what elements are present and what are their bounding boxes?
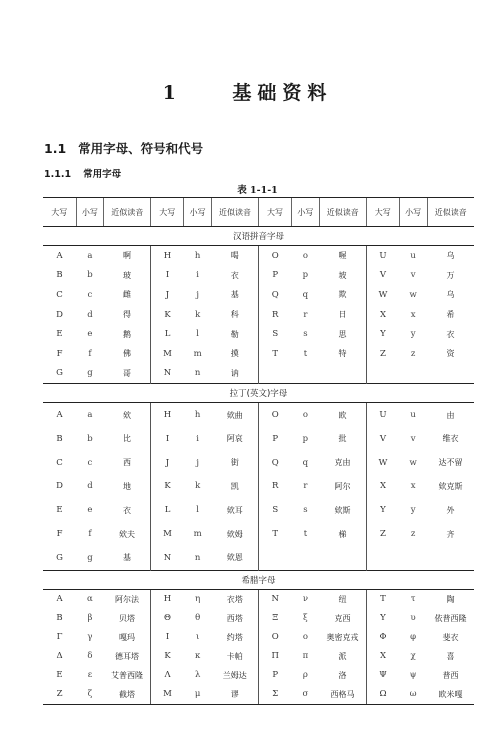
uppercase-cell: D (56, 309, 63, 320)
group-header-row (43, 227, 474, 246)
pronunciation-cell: 普西 (442, 670, 459, 680)
subsection-heading (44, 166, 121, 180)
lowercase-cell: ρ (302, 670, 308, 681)
lowercase-cell: χ (410, 651, 416, 662)
lowercase-cell: n (194, 368, 201, 379)
uppercase-cell: H (163, 250, 172, 261)
uppercase-cell: T (380, 594, 386, 605)
pronunciation-cell: 哥 (104, 364, 151, 384)
lowercase-cell: u (410, 410, 416, 421)
uppercase-cell: M (163, 348, 172, 359)
uppercase-cell: Δ (56, 651, 63, 662)
column-header: 近似读音 (212, 198, 259, 227)
pronunciation-cell: 思 (319, 324, 366, 344)
uppercase-cell: U (379, 250, 387, 261)
table-row (43, 451, 474, 475)
column-header: 近似读音 (104, 198, 151, 227)
lowercase-cell: f (88, 348, 92, 359)
pronunciation-cell: 梯 (319, 522, 366, 546)
lowercase-cell: q (302, 289, 309, 300)
uppercase-cell: I (165, 270, 170, 281)
uppercase-cell: R (272, 309, 279, 320)
uppercase-cell: Ω (366, 685, 399, 705)
pronunciation-cell: 特 (319, 344, 366, 364)
uppercase-cell: E (56, 505, 63, 516)
lowercase-cell: r (303, 481, 308, 492)
column-header: 大写 (151, 198, 184, 227)
lowercase-cell: b (87, 433, 93, 444)
uppercase-cell: O (271, 250, 279, 261)
pronunciation-cell: 克西 (319, 609, 366, 628)
uppercase-cell: B (56, 613, 63, 624)
pronunciation-cell: 万 (446, 270, 455, 280)
chapter-number: 1 (162, 82, 182, 104)
lowercase-cell: a (87, 250, 93, 261)
lowercase-cell: l (196, 505, 200, 516)
uppercase-cell: T (272, 348, 279, 359)
lowercase-cell: ξ (303, 613, 308, 624)
uppercase-cell: G (56, 368, 63, 379)
column-header: 小写 (76, 198, 104, 227)
pronunciation-cell: 德耳塔 (104, 647, 151, 666)
uppercase-cell: R (272, 481, 279, 492)
chapter-name: 基础资料 (232, 82, 333, 104)
uppercase-cell: O (271, 410, 279, 421)
pronunciation-cell: 欸夫 (104, 522, 151, 546)
lowercase-cell: b (87, 270, 93, 281)
pronunciation-cell: 街 (212, 451, 259, 475)
pronunciation-cell: 兰姆达 (212, 666, 259, 685)
lowercase-cell: o (302, 250, 308, 261)
pronunciation-cell: 克由 (319, 451, 366, 475)
lowercase-cell: ν (302, 594, 308, 605)
uppercase-cell: Z (43, 685, 76, 705)
pronunciation-cell: 喜 (446, 651, 455, 661)
pronunciation-cell: 比 (104, 427, 151, 451)
pronunciation-cell: 西格马 (319, 685, 366, 705)
uppercase-cell: T (272, 529, 279, 540)
table-row (43, 522, 474, 546)
lowercase-cell: z (410, 529, 416, 540)
table-row (43, 475, 474, 499)
pronunciation-cell: 贝塔 (104, 609, 151, 628)
column-header: 大写 (258, 198, 291, 227)
pronunciation-cell: 欸恩 (212, 546, 259, 570)
uppercase-cell: Y (380, 505, 386, 516)
pronunciation-cell: 希 (446, 310, 455, 320)
lowercase-cell: v (410, 433, 416, 444)
lowercase-cell: β (87, 613, 93, 624)
uppercase-cell: S (272, 329, 279, 340)
lowercase-cell: z (410, 348, 416, 359)
lowercase-cell: θ (195, 613, 201, 624)
lowercase-cell: s (303, 329, 308, 340)
section-name: 常用字母、符号和代号 (78, 141, 204, 156)
lowercase-cell: v (410, 270, 416, 281)
uppercase-cell: Z (380, 348, 386, 359)
uppercase-cell: N (163, 368, 172, 379)
lowercase-cell: g (87, 368, 93, 379)
uppercase-cell: Σ (258, 685, 291, 705)
pronunciation-cell: 基 (212, 285, 259, 305)
pronunciation-cell: 鹅 (104, 324, 151, 344)
subsection-name: 常用字母 (83, 169, 122, 180)
uppercase-cell: Ψ (379, 670, 387, 681)
pronunciation-cell: 批 (319, 427, 366, 451)
lowercase-cell: κ (195, 651, 201, 662)
lowercase-cell: ο (302, 632, 308, 643)
table-row (43, 498, 474, 522)
pronunciation-cell: 地 (104, 475, 151, 499)
pronunciation-cell: 阿哀 (212, 427, 259, 451)
uppercase-cell (258, 546, 291, 570)
uppercase-cell: W (378, 457, 388, 468)
column-header: 大写 (366, 198, 399, 227)
pronunciation-cell: 西塔 (212, 609, 259, 628)
lowercase-cell (399, 364, 427, 384)
lowercase-cell: j (196, 457, 199, 468)
uppercase-cell: P (272, 270, 279, 281)
uppercase-cell: Θ (164, 613, 171, 624)
column-header: 小写 (184, 198, 212, 227)
pronunciation-cell: 欧 (319, 403, 366, 427)
pronunciation-cell: 玻 (104, 266, 151, 286)
uppercase-cell: N (271, 594, 279, 605)
lowercase-cell: r (303, 309, 308, 320)
pronunciation-cell: 陶 (446, 594, 455, 604)
table-row (43, 246, 474, 266)
pronunciation-cell: 佛 (104, 344, 151, 364)
table-row (43, 609, 474, 628)
pronunciation-cell: 欧米嘎 (427, 685, 474, 705)
uppercase-cell (258, 364, 291, 384)
uppercase-cell: Q (271, 289, 279, 300)
pronunciation-cell: 乌 (446, 290, 455, 300)
pronunciation-cell: 斐衣 (442, 632, 459, 642)
column-header: 近似读音 (427, 198, 474, 227)
lowercase-cell: y (410, 329, 416, 340)
lowercase-cell: c (87, 457, 93, 468)
table-row (43, 305, 474, 325)
lowercase-cell: a (87, 410, 93, 421)
lowercase-cell: y (410, 505, 416, 516)
uppercase-cell: Q (271, 457, 279, 468)
uppercase-cell: J (165, 457, 170, 468)
uppercase-cell: S (272, 505, 279, 516)
lowercase-cell: ζ (76, 685, 104, 705)
group-header-row (43, 570, 474, 589)
uppercase-cell: X (379, 309, 387, 320)
uppercase-cell: F (56, 529, 63, 540)
pronunciation-cell (319, 546, 366, 570)
table-row (43, 285, 474, 305)
section-number: 1.1 (44, 141, 67, 156)
pronunciation-cell: 乌 (446, 251, 455, 261)
pronunciation-cell: 依普西隆 (434, 613, 467, 623)
pronunciation-cell: 欸耳 (212, 498, 259, 522)
uppercase-cell: H (163, 410, 172, 421)
table-row (43, 589, 474, 609)
uppercase-cell: V (379, 270, 387, 281)
lowercase-cell: h (194, 410, 201, 421)
lowercase-cell: λ (194, 670, 201, 681)
pronunciation-cell (319, 364, 366, 384)
table-row (43, 647, 474, 666)
lowercase-cell: j (196, 289, 199, 300)
uppercase-cell: Ξ (272, 613, 279, 624)
uppercase-cell: K (164, 651, 171, 662)
pronunciation-cell: 达不留 (438, 458, 463, 468)
uppercase-cell: P (272, 433, 279, 444)
lowercase-cell: ω (399, 685, 427, 705)
table-header-row (43, 198, 474, 227)
table-caption: 表 1-1-1 (237, 185, 278, 196)
table-row (43, 324, 474, 344)
uppercase-cell: W (378, 289, 388, 300)
uppercase-cell: P (272, 670, 279, 681)
uppercase-cell: U (379, 410, 387, 421)
lowercase-cell: u (410, 250, 416, 261)
lowercase-cell: m (193, 348, 202, 359)
pronunciation-cell: 阿尔法 (104, 589, 151, 609)
pronunciation-cell: 阿尔 (319, 475, 366, 499)
lowercase-cell: σ (292, 685, 320, 705)
uppercase-cell: C (56, 457, 63, 468)
lowercase-cell: n (194, 552, 201, 563)
lowercase-cell: ε (87, 670, 93, 681)
table-row (43, 344, 474, 364)
lowercase-cell: g (87, 552, 93, 563)
uppercase-cell: Z (380, 529, 386, 540)
lowercase-cell: p (302, 433, 309, 444)
pronunciation-cell: 奥密克戎 (319, 628, 366, 647)
pronunciation-cell: 纽 (319, 589, 366, 609)
uppercase-cell: Φ (379, 632, 387, 643)
pronunciation-cell: 喔 (319, 246, 366, 266)
pronunciation-cell (427, 364, 474, 384)
uppercase-cell: H (163, 594, 172, 605)
uppercase-cell: G (56, 552, 63, 563)
pronunciation-cell: 勒 (212, 324, 259, 344)
table-row (43, 403, 474, 427)
lowercase-cell: α (87, 594, 93, 605)
lowercase-cell: s (303, 505, 308, 516)
uppercase-cell: X (379, 481, 387, 492)
pronunciation-cell: 衣 (104, 498, 151, 522)
pronunciation-cell: 得 (104, 305, 151, 325)
pronunciation-cell: 基 (104, 546, 151, 570)
lowercase-cell: w (409, 289, 417, 300)
uppercase-cell (366, 546, 399, 570)
lowercase-cell: i (196, 270, 200, 281)
uppercase-cell: D (56, 481, 63, 492)
uppercase-cell: M (163, 529, 172, 540)
table-row (43, 685, 474, 705)
lowercase-cell: e (87, 505, 93, 516)
lowercase-cell: μ (184, 685, 212, 705)
lowercase-cell: q (302, 457, 309, 468)
lowercase-cell (292, 546, 320, 570)
column-header: 小写 (399, 198, 427, 227)
pronunciation-cell: 衣 (446, 329, 455, 339)
pronunciation-cell: 西 (104, 451, 151, 475)
pronunciation-cell: 艾普西隆 (104, 666, 151, 685)
lowercase-cell: π (302, 651, 309, 662)
uppercase-cell: E (56, 329, 63, 340)
lowercase-cell: d (87, 481, 93, 492)
uppercase-cell: Υ (380, 613, 386, 624)
column-header: 小写 (292, 198, 320, 227)
uppercase-cell: F (56, 348, 63, 359)
lowercase-cell: φ (410, 632, 417, 643)
pronunciation-cell: 坡 (319, 266, 366, 286)
lowercase-cell: k (195, 481, 201, 492)
lowercase-cell: l (196, 329, 200, 340)
pronunciation-cell: 外 (446, 505, 455, 515)
lowercase-cell: x (410, 481, 416, 492)
uppercase-cell (366, 364, 399, 384)
pronunciation-cell: 洛 (319, 666, 366, 685)
lowercase-cell: i (196, 433, 200, 444)
table-row (43, 628, 474, 647)
uppercase-cell: A (56, 594, 63, 605)
pronunciation-cell: 讷 (212, 364, 259, 384)
uppercase-cell: X (379, 651, 387, 662)
pronunciation-cell: 衣塔 (212, 589, 259, 609)
pronunciation-cell: 资 (446, 349, 455, 359)
uppercase-cell: Γ (56, 632, 63, 643)
lowercase-cell: γ (87, 632, 93, 643)
pronunciation-cell: 摸 (212, 344, 259, 364)
lowercase-cell: η (195, 594, 201, 605)
uppercase-cell: N (163, 552, 172, 563)
table-row (43, 546, 474, 570)
group-title: 拉丁(英文)字母 (43, 384, 474, 403)
alphabet-table (43, 197, 474, 705)
pronunciation-cell: 欸姆 (212, 522, 259, 546)
lowercase-cell (292, 364, 320, 384)
pronunciation-cell: 卡帕 (212, 647, 259, 666)
pronunciation-cell: 由 (446, 410, 455, 420)
uppercase-cell: Λ (164, 670, 171, 681)
group-title: 希腊字母 (43, 570, 474, 589)
lowercase-cell: c (87, 289, 93, 300)
lowercase-cell: h (194, 250, 201, 261)
pronunciation-cell: 派 (319, 647, 366, 666)
uppercase-cell: L (164, 505, 171, 516)
pronunciation-cell: 嘎玛 (104, 628, 151, 647)
lowercase-cell: τ (410, 594, 416, 605)
lowercase-cell: w (409, 457, 417, 468)
pronunciation-cell: 欸 (104, 403, 151, 427)
lowercase-cell: ψ (409, 670, 417, 681)
uppercase-cell: C (56, 289, 63, 300)
pronunciation-cell: 日 (319, 305, 366, 325)
lowercase-cell: t (303, 348, 308, 359)
lowercase-cell: t (303, 529, 308, 540)
uppercase-cell: V (379, 433, 387, 444)
lowercase-cell: m (193, 529, 202, 540)
table-body (43, 227, 474, 705)
uppercase-cell: Y (380, 329, 386, 340)
uppercase-cell: A (56, 410, 63, 421)
pronunciation-cell: 欸曲 (212, 403, 259, 427)
uppercase-cell: J (165, 289, 170, 300)
pronunciation-cell: 维衣 (442, 434, 459, 444)
lowercase-cell: ι (195, 632, 200, 643)
pronunciation-cell: 雌 (104, 285, 151, 305)
lowercase-cell: x (410, 309, 416, 320)
pronunciation-cell: 约塔 (212, 628, 259, 647)
lowercase-cell: d (87, 309, 93, 320)
uppercase-cell: K (164, 481, 171, 492)
table-row (43, 266, 474, 286)
uppercase-cell: I (165, 433, 170, 444)
lowercase-cell: o (302, 410, 308, 421)
pronunciation-cell: 科 (212, 305, 259, 325)
group-header-row (43, 384, 474, 403)
uppercase-cell: Π (271, 651, 279, 662)
pronunciation-cell: 欸斯 (319, 498, 366, 522)
subsection-number: 1.1.1 (44, 169, 72, 180)
pronunciation-cell: 欸克斯 (438, 481, 463, 491)
chapter-title (0, 78, 495, 105)
lowercase-cell: p (302, 270, 309, 281)
group-title: 汉语拼音字母 (43, 227, 474, 246)
section-heading (44, 139, 203, 157)
table-row (43, 364, 474, 384)
uppercase-cell: O (271, 632, 279, 643)
lowercase-cell (399, 546, 427, 570)
pronunciation-cell: 欺 (319, 285, 366, 305)
uppercase-cell: B (56, 433, 63, 444)
uppercase-cell: L (164, 329, 171, 340)
pronunciation-cell: 谬 (212, 685, 259, 705)
pronunciation-cell: 啊 (104, 246, 151, 266)
uppercase-cell: B (56, 270, 63, 281)
pronunciation-cell: 衣 (212, 266, 259, 286)
pronunciation-cell: 喝 (212, 246, 259, 266)
lowercase-cell: δ (87, 651, 93, 662)
pronunciation-cell: 凯 (212, 475, 259, 499)
table-row (43, 427, 474, 451)
pronunciation-cell: 齐 (446, 529, 455, 539)
uppercase-cell: I (165, 632, 170, 643)
uppercase-cell: M (151, 685, 184, 705)
table-row (43, 666, 474, 685)
pronunciation-cell (427, 546, 474, 570)
uppercase-cell: E (56, 670, 63, 681)
pronunciation-cell: 截塔 (104, 685, 151, 705)
uppercase-cell: K (164, 309, 171, 320)
uppercase-cell: A (56, 250, 63, 261)
lowercase-cell: e (87, 329, 93, 340)
lowercase-cell: υ (410, 613, 416, 624)
lowercase-cell: k (195, 309, 201, 320)
lowercase-cell: f (88, 529, 92, 540)
column-header: 大写 (43, 198, 76, 227)
column-header: 近似读音 (319, 198, 366, 227)
